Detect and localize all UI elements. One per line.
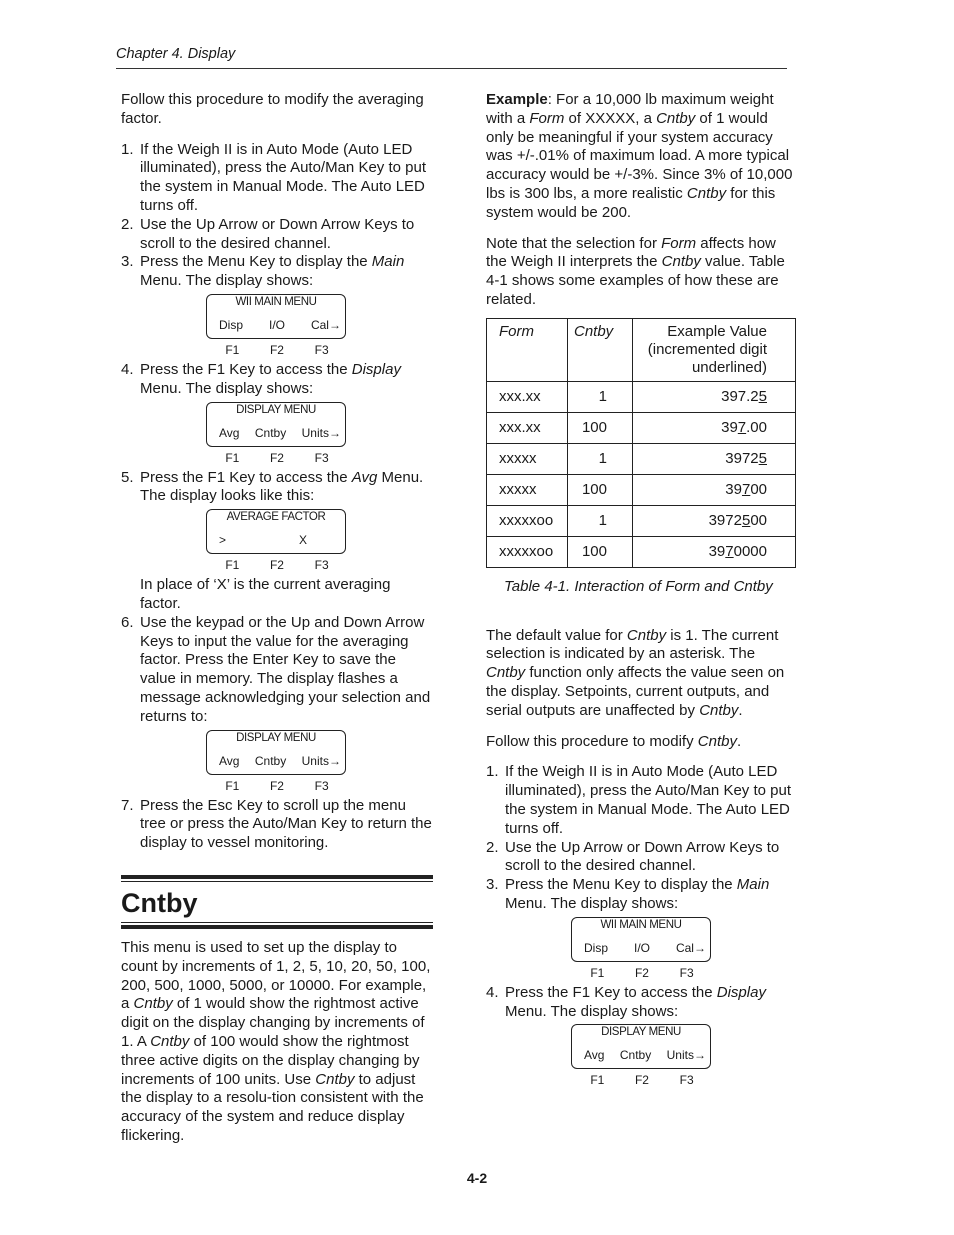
lcd-row bbox=[219, 426, 341, 440]
lcd-item: Avg bbox=[219, 425, 240, 440]
cell-example: 3972500 bbox=[633, 505, 796, 536]
lcd-item: Units→ bbox=[301, 425, 341, 440]
f3-label: F3 bbox=[314, 342, 329, 357]
step-4: 4. Press the F1 Key to access the Display Menu. The display shows: DISPLAY MENU Avg Cntby Units→ F1 F2 F3 bbox=[121, 360, 401, 465]
cell-cntby: 100 bbox=[568, 536, 633, 567]
cell-form: xxxxxoo bbox=[487, 536, 568, 567]
lcd-item: Cntby bbox=[254, 425, 287, 440]
display-menu-display bbox=[206, 402, 356, 465]
spacer bbox=[486, 597, 798, 627]
f1-label: F1 bbox=[225, 778, 240, 793]
cell-cntby: 100 bbox=[568, 474, 633, 505]
lcd-item: Avg bbox=[584, 1048, 605, 1063]
intro-paragraph: Follow this procedure to modify the averaging factor. bbox=[121, 91, 424, 127]
lcd-title: WII MAIN MENU bbox=[600, 918, 682, 931]
lcd-title: DISPLAY MENU bbox=[236, 731, 316, 744]
lcd-item: Cal→ bbox=[310, 317, 341, 332]
table-row bbox=[487, 412, 796, 443]
lcd-item: Units→ bbox=[301, 753, 341, 768]
f1-label: F1 bbox=[225, 450, 240, 465]
step-5-note: In place of ‘X’ is the current averaging factor. bbox=[140, 576, 391, 612]
step-6: 6. Use the keypad or the Up and Down Arrow Keys to input the value for the averaging factor. Press the Enter Key to save the value in memory. The display flashes a message acknowledging your selection and returns to: DISPLAY MENU Avg Cntby Units→ F1 F2 F3 bbox=[121, 613, 431, 793]
f2-label: F2 bbox=[269, 558, 284, 573]
page-number: 4-2 bbox=[466, 1170, 488, 1186]
table-row bbox=[487, 536, 796, 567]
table-caption: Table 4-1. Interaction of Form and Cntby bbox=[504, 577, 773, 595]
cell-example: 397.25 bbox=[633, 381, 796, 412]
display-menu-display-return bbox=[206, 730, 356, 793]
cell-cntby: 100 bbox=[568, 412, 633, 443]
step-3: 3. Press the Menu Key to display the Main Menu. The display shows: WII MAIN MENU Disp I/O Cal→ F1 F2 F3 bbox=[486, 876, 770, 980]
function-keys bbox=[571, 1073, 709, 1087]
function-keys bbox=[206, 558, 344, 572]
note-paragraph: Note that the selection for Form affects how the Weigh II interprets the Cntby value. Table 4-1 shows some examples of how these are related. bbox=[486, 234, 785, 308]
lcd-screen bbox=[571, 1024, 711, 1069]
lcd-item: Units→ bbox=[666, 1048, 706, 1063]
averaging-steps bbox=[121, 141, 433, 853]
table-row bbox=[487, 474, 796, 505]
section-title: Cntby bbox=[121, 887, 198, 918]
f1-label: F1 bbox=[590, 1073, 605, 1088]
function-keys bbox=[206, 451, 344, 465]
cell-form: xxx.xx bbox=[487, 381, 568, 412]
lcd-title: DISPLAY MENU bbox=[236, 403, 316, 416]
table-row bbox=[487, 443, 796, 474]
f2-label: F2 bbox=[634, 1073, 649, 1088]
cell-form: xxxxxoo bbox=[487, 505, 568, 536]
header-example: Example Value (incremented digit underlined) bbox=[633, 318, 796, 381]
lcd-item: Disp bbox=[219, 317, 244, 332]
f2-label: F2 bbox=[269, 342, 284, 357]
function-keys bbox=[206, 343, 344, 357]
cell-form: xxx.xx bbox=[487, 412, 568, 443]
lcd-row bbox=[219, 754, 341, 768]
lcd-item: Avg bbox=[219, 753, 240, 768]
header-cntby: Cntby bbox=[568, 318, 633, 381]
cell-form: xxxxx bbox=[487, 443, 568, 474]
lcd-row bbox=[584, 941, 706, 955]
step-7: 7. Press the Esc Key to scroll up the menu tree or press the Auto/Man Key to return the display to vessel monitoring. bbox=[121, 796, 432, 852]
display-menu-display bbox=[571, 1024, 721, 1087]
lcd-title: AVERAGE FACTOR bbox=[226, 511, 326, 524]
lcd-screen bbox=[206, 730, 346, 775]
function-keys bbox=[571, 966, 709, 980]
f1-label: F1 bbox=[225, 342, 240, 357]
cell-example: 39700 bbox=[633, 474, 796, 505]
step-5: 5. Press the F1 Key to access the Avg Menu. The display looks like this: AVERAGE FACTOR > X F1 F2 F3 In place of ‘X’ is the current averaging factor. bbox=[121, 469, 433, 614]
f2-label: F2 bbox=[634, 965, 649, 980]
cntby-steps bbox=[486, 763, 798, 1087]
cntby-paragraph: This menu is used to set up the display to count by increments of 1, 2, 5, 10, 20, 50, 100, 200, 500, 1000, 5000, or 10000. For example, a Cntby of 1 would show the rightmost active digit on the display changing by increments of 1. A Cntby of 100 would show the rightmost three active digits on the display changing by increments of 100 units. Use Cntby to adjust the display to a resolu-tion consistent with the accuracy of the system and reduce display flickering. bbox=[121, 938, 431, 1144]
lcd-screen bbox=[571, 917, 711, 962]
lcd-screen bbox=[206, 509, 346, 554]
lcd-item: Cntby bbox=[619, 1048, 652, 1063]
f3-label: F3 bbox=[314, 450, 329, 465]
cell-example: 39725 bbox=[633, 443, 796, 474]
example-paragraph: Example: For a 10,000 lb maximum weight with a Form of XXXXX, a Cntby of 1 would only be meaningful if your system accuracy was +/-.01% of maximum load. A more typical accuracy would be +/-3%. Since 3% of 10,000 lbs is 300 lbs, a more realistic Cntby for this system would be 200. bbox=[486, 91, 793, 221]
section-rule-top bbox=[121, 875, 433, 882]
lcd-row bbox=[219, 318, 341, 332]
f1-label: F1 bbox=[225, 558, 240, 573]
follow-paragraph: Follow this procedure to modify Cntby. bbox=[486, 732, 742, 750]
main-menu-display bbox=[571, 917, 721, 980]
cell-example: 397.00 bbox=[633, 412, 796, 443]
cell-cntby: 1 bbox=[568, 443, 633, 474]
step-3: 3. Press the Menu Key to display the Main Menu. The display shows: WII MAIN MENU Disp I/O Cal→ F1 F2 F3 bbox=[121, 253, 405, 357]
f3-label: F3 bbox=[679, 1073, 694, 1088]
header-form: Form bbox=[487, 318, 568, 381]
step-4: 4. Press the F1 Key to access the Display Menu. The display shows: DISPLAY MENU Avg Cntby Units→ F1 F2 F3 bbox=[486, 983, 766, 1088]
lcd-screen bbox=[206, 402, 346, 447]
f2-label: F2 bbox=[269, 778, 284, 793]
chapter-header: Chapter 4. Display bbox=[116, 46, 236, 62]
header-rule bbox=[116, 68, 787, 69]
cell-form: xxxxx bbox=[487, 474, 568, 505]
default-paragraph: The default value for Cntby is 1. The current selection is indicated by an asterisk. The Cntby function only affects the value seen on the display. Setpoints, current outputs, and serial outputs are unaffected by Cntby. bbox=[486, 626, 785, 719]
lcd-item: Cal→ bbox=[675, 940, 706, 955]
f2-label: F2 bbox=[269, 450, 284, 465]
lcd-row bbox=[219, 533, 341, 547]
step-1: 1. If the Weigh II is in Auto Mode (Auto LED illuminated), press the Auto/Man Key to put the system in Manual Mode. The Auto LED turns off. bbox=[486, 763, 791, 837]
table-row bbox=[487, 381, 796, 412]
f3-label: F3 bbox=[314, 778, 329, 793]
lcd-item: Disp bbox=[584, 940, 609, 955]
left-column bbox=[121, 91, 433, 1146]
lcd-item: I/O bbox=[268, 317, 285, 332]
lcd-item: I/O bbox=[633, 940, 650, 955]
f1-label: F1 bbox=[590, 965, 605, 980]
form-cntby-table bbox=[486, 318, 796, 568]
section-rule-bottom bbox=[121, 922, 433, 929]
function-keys bbox=[206, 779, 344, 793]
table-header-row bbox=[487, 318, 796, 381]
cell-cntby: 1 bbox=[568, 505, 633, 536]
f3-label: F3 bbox=[679, 965, 694, 980]
step-2: 2. Use the Up Arrow or Down Arrow Keys to scroll to the desired channel. bbox=[121, 215, 415, 252]
lcd-prompt: > bbox=[219, 533, 227, 548]
lcd-item: Cntby bbox=[254, 753, 287, 768]
average-factor-display bbox=[206, 509, 356, 572]
lcd-row bbox=[584, 1048, 706, 1062]
main-menu-display bbox=[206, 294, 356, 357]
step-1: 1. If the Weigh II is in Auto Mode (Auto LED illuminated), press the Auto/Man Key to put the system in Manual Mode. The Auto LED turns off. bbox=[121, 140, 426, 214]
step-2: 2. Use the Up Arrow or Down Arrow Keys to scroll to the desired channel. bbox=[486, 838, 780, 875]
lcd-title: WII MAIN MENU bbox=[235, 295, 317, 308]
lcd-screen bbox=[206, 294, 346, 339]
lcd-value: X bbox=[299, 533, 308, 548]
cell-cntby: 1 bbox=[568, 381, 633, 412]
table-row bbox=[487, 505, 796, 536]
lcd-title: DISPLAY MENU bbox=[601, 1026, 681, 1039]
f3-label: F3 bbox=[314, 558, 329, 573]
right-column bbox=[486, 91, 798, 1091]
cell-example: 3970000 bbox=[633, 536, 796, 567]
